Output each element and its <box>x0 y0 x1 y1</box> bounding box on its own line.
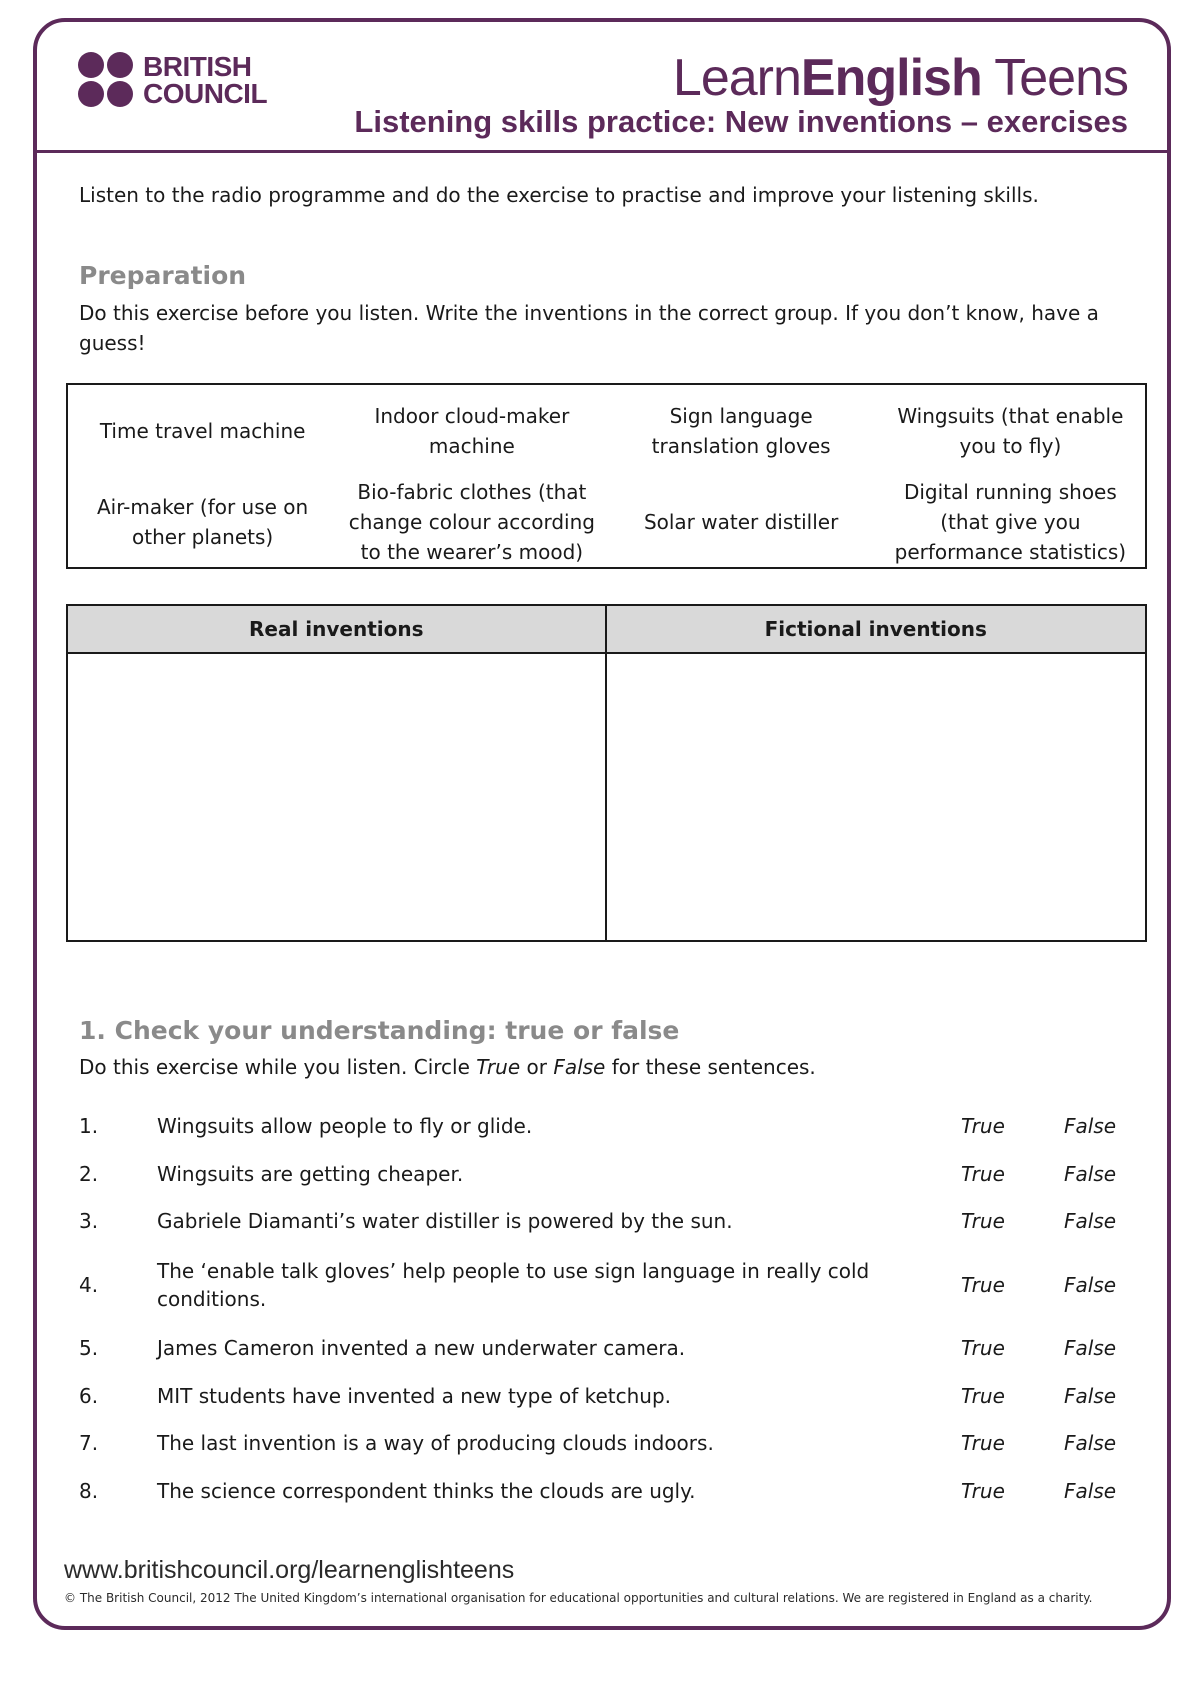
instruction-part: or <box>520 1055 554 1079</box>
true-option[interactable]: True <box>961 1384 1005 1408</box>
fictional-inventions-answer-area[interactable] <box>607 654 1146 940</box>
british-council-logo <box>78 52 267 107</box>
false-option[interactable]: False <box>1064 1431 1117 1455</box>
preparation-instruction: Do this exercise before you listen. Write the inventions in the correct group. If you don’t know, have a guess! <box>79 301 1099 355</box>
question-number: 6. <box>79 1384 99 1408</box>
true-option[interactable]: True <box>961 1336 1005 1360</box>
question-number: 4. <box>79 1273 99 1297</box>
question-text: The last invention is a way of producing clouds indoors. <box>157 1431 714 1455</box>
brand-learn: Learn <box>672 49 801 107</box>
inventions-word-box <box>66 383 1147 569</box>
false-option[interactable]: False <box>1064 1479 1117 1503</box>
question-text: James Cameron invented a new underwater camera. <box>157 1336 686 1360</box>
instruction-false-word: False <box>553 1055 606 1079</box>
question-text: Wingsuits allow people to fly or glide. <box>157 1114 533 1138</box>
logo-line2: COUNCIL <box>143 77 268 109</box>
exercise1-heading: 1. Check your understanding: true or false <box>79 1016 680 1045</box>
true-option[interactable]: True <box>961 1114 1005 1138</box>
logo-text <box>143 50 268 109</box>
learnenglish-teens-brand <box>673 48 1128 108</box>
invention-item: Sign language translation gloves <box>651 403 831 458</box>
false-option[interactable]: False <box>1064 1162 1117 1186</box>
header-divider <box>37 150 1167 153</box>
page-title: Listening skills practice: New inventions – exercises <box>354 104 1128 139</box>
question-number: 3. <box>79 1209 99 1233</box>
question-number: 8. <box>79 1479 99 1503</box>
instruction-true-word: True <box>476 1055 521 1079</box>
brand-english: English <box>800 49 982 107</box>
intro-text: Listen to the radio programme and do the exercise to practise and improve your listening skills. <box>79 183 1039 207</box>
question-number: 5. <box>79 1336 99 1360</box>
question-text: Gabriele Diamanti’s water distiller is powered by the sun. <box>157 1209 733 1233</box>
invention-item: Solar water distiller <box>643 509 839 534</box>
false-option[interactable]: False <box>1064 1209 1117 1233</box>
true-option[interactable]: True <box>961 1479 1005 1503</box>
footer-url: www.britishcouncil.org/learnenglishteens <box>64 1556 515 1584</box>
question-number: 1. <box>79 1114 99 1138</box>
inventions-sorting-table <box>66 604 1147 942</box>
true-option[interactable]: True <box>961 1431 1005 1455</box>
question-text: MIT students have invented a new type of ketchup. <box>157 1384 672 1408</box>
false-option[interactable]: False <box>1064 1336 1117 1360</box>
logo-line1: BRITISH <box>143 50 252 82</box>
true-option[interactable]: True <box>961 1273 1005 1297</box>
brand-teens: Teens <box>981 49 1128 107</box>
invention-item: Wingsuits (that enable you to fly) <box>897 403 1124 458</box>
question-text: The ‘enable talk gloves’ help people to use sign language in really cold conditions. <box>157 1259 870 1311</box>
true-option[interactable]: True <box>961 1162 1005 1186</box>
invention-item: Digital running shoes (that give you performance statistics) <box>894 479 1127 564</box>
logo-dots-icon <box>78 52 133 107</box>
fictional-inventions-header: Fictional inventions <box>607 606 1146 654</box>
question-text: Wingsuits are getting cheaper. <box>157 1162 464 1186</box>
invention-item: Time travel machine <box>99 418 306 443</box>
footer-copyright: © The British Council, 2012 The United Kingdom’s international organisation for educational opportunities and cultural relations. We are registered in England as a charity. <box>64 1591 1093 1605</box>
instruction-part: Do this exercise while you listen. Circle <box>79 1055 477 1079</box>
question-number: 2. <box>79 1162 99 1186</box>
question-text: The science correspondent thinks the clouds are ugly. <box>157 1479 696 1503</box>
false-option[interactable]: False <box>1064 1384 1117 1408</box>
real-inventions-answer-area[interactable] <box>68 654 607 940</box>
true-option[interactable]: True <box>961 1209 1005 1233</box>
false-option[interactable]: False <box>1064 1114 1117 1138</box>
preparation-heading: Preparation <box>79 261 247 290</box>
exercise1-instruction <box>79 1052 816 1082</box>
invention-item: Indoor cloud-maker machine <box>374 403 570 458</box>
real-inventions-header: Real inventions <box>68 606 607 654</box>
question-number: 7. <box>79 1431 99 1455</box>
instruction-part: for these sentences. <box>605 1055 816 1079</box>
invention-item: Bio-fabric clothes (that change colour according to the wearer’s mood) <box>348 479 595 564</box>
invention-item: Air-maker (for use on other planets) <box>97 494 309 549</box>
false-option[interactable]: False <box>1064 1273 1117 1297</box>
